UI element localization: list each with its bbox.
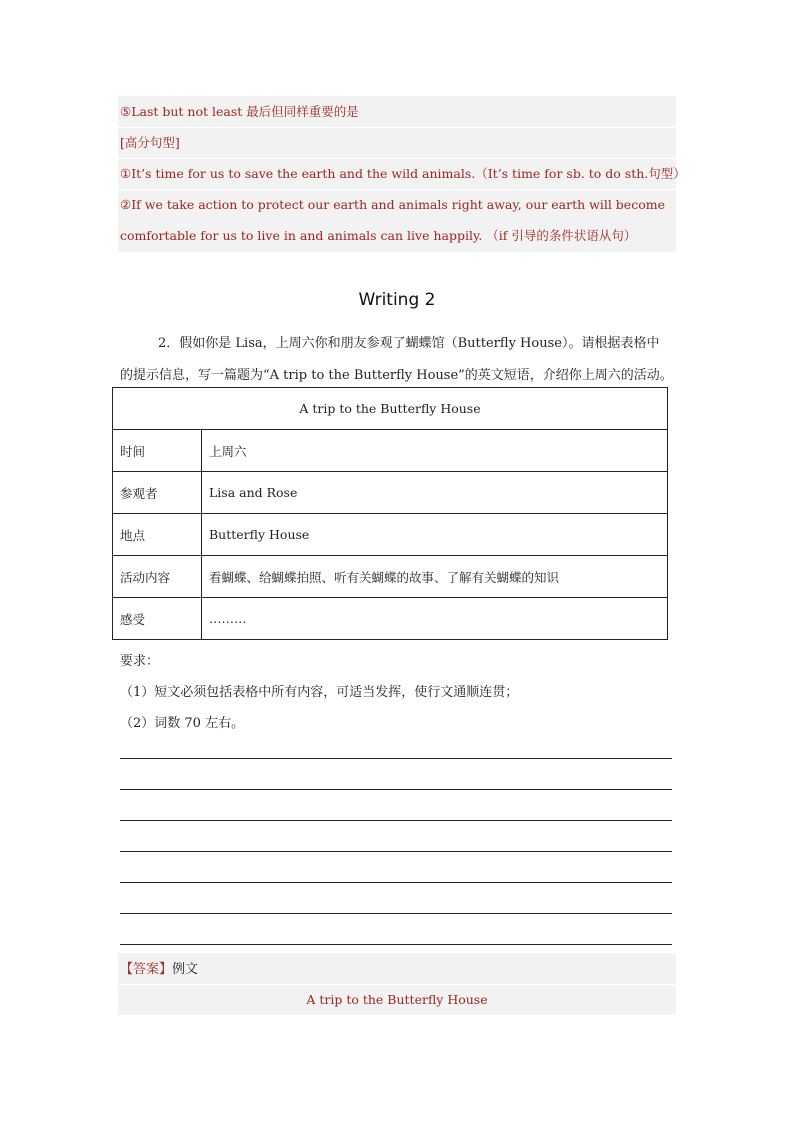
table-key: 地点 [113,514,202,556]
tip-box [118,96,686,252]
requirement-1: （1）短文必须包括表格中所有内容，可适当发挥，使行文通顺连贯； [120,685,519,700]
table-row [113,598,668,640]
writing-line [120,882,672,883]
writing-line [120,758,672,759]
table-key: 感受 [113,598,202,640]
table-title: A trip to the Butterfly House [113,388,668,430]
table-row [113,514,668,556]
tip-sentence-1: ①It’s time for us to save the earth and the wild animals.（It’s time for sb. to do sth.句型） [120,166,686,181]
table-row [113,556,668,598]
requirement-2: （2）词数 70 左右。 [120,716,245,731]
tip-sentence-2-line-1: ②If we take action to protect our earth and animals right away, our earth will become [120,197,665,212]
writing-line [120,789,672,790]
answer-label: 【答案】 [120,962,173,977]
table-row [113,430,668,472]
section-title: Writing 2 [358,290,436,310]
table-value: Butterfly House [202,514,668,556]
answer-heading [120,962,198,978]
tip-sentence-2-line-2: comfortable for us to live in and animals can live happily. （if 引导的条件状语从句） [120,228,637,243]
table-row [113,472,668,514]
answer-sublabel: 例文 [172,962,199,977]
prompt-line-2: 的提示信息，写一篇题为“A trip to the Butterfly House”的英文短语，介绍你上周六的活动。 [120,368,673,383]
writing-line [120,820,672,821]
writing-line [120,851,672,852]
info-table [112,387,668,640]
table-value: 上周六 [202,430,668,472]
requirements-label: 要求： [120,654,160,669]
prompt-line-1: 2．假如你是 Lisa，上周六你和朋友参观了蝴蝶馆（Butterfly House）。请根据表格中 [158,336,660,351]
essay-title: A trip to the Butterfly House [306,992,488,1007]
tip-point-5: ⑤Last but not least 最后但同样重要的是 [120,104,359,119]
answer-box [118,953,676,1015]
writing-line [120,944,672,945]
table-key: 时间 [113,430,202,472]
table-key: 活动内容 [113,556,202,598]
table-key: 参观者 [113,472,202,514]
table-value: Lisa and Rose [202,472,668,514]
writing-line [120,913,672,914]
table-value: 看蝴蝶、给蝴蝶拍照、听有关蝴蝶的故事、了解有关蝴蝶的知识 [202,556,668,598]
high-score-label: [高分句型] [120,135,180,150]
table-value: ……… [202,598,668,640]
